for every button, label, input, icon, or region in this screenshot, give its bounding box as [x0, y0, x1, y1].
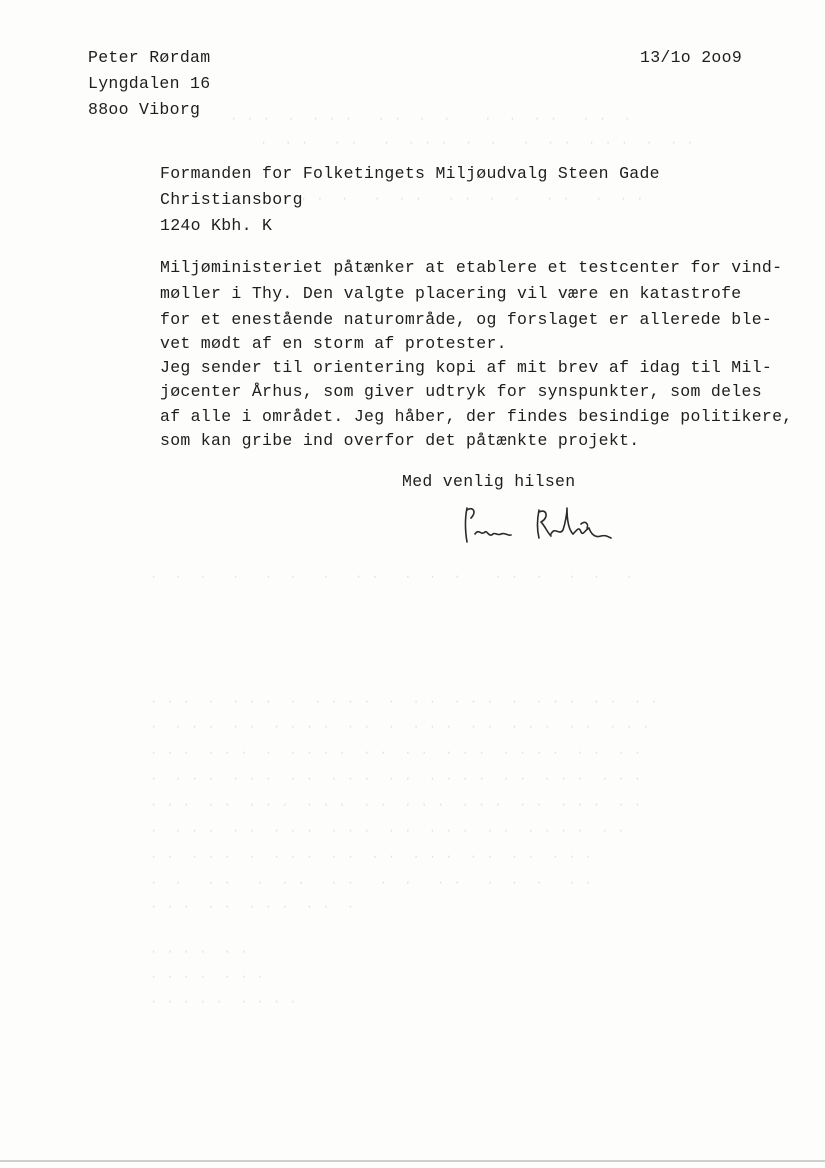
show-through-text: · · · · · · · · · · · · · · · · · · [150, 876, 593, 890]
show-through-text: · · · · · · · · · · · · · · · · · · · · [260, 136, 695, 150]
recipient-line-3: 124o Kbh. K [160, 216, 273, 235]
body-line: Miljøministeriet påtænker at etablere et testcenter for vind- [160, 258, 783, 277]
recipient-line-2: Christiansborg [160, 190, 303, 209]
show-through-text: · · · · · · · · · · · · · · · · · · · · · · · · · [150, 824, 626, 838]
signature [455, 500, 615, 548]
sender-street: Lyngdalen 16 [88, 74, 211, 93]
letter-date: 13/1o 2oo9 [640, 48, 743, 67]
show-through-text: · · · · · · · · · · · · · · · · · · [230, 112, 632, 126]
body-line: af alle i området. Jeg håber, der findes besindige politikere, [160, 407, 793, 426]
sender-city: 88oo Viborg [88, 100, 201, 119]
recipient-line-1: Formanden for Folketingets Miljøudvalg Steen Gade [160, 164, 660, 183]
body-line: møller i Thy. Den valgte placering vil være en katastrofe [160, 284, 742, 303]
show-through-text: · · · · · · · · · · · [150, 900, 356, 914]
body-line: vet mødt af en storm af protester. [160, 334, 507, 353]
show-through-text: · · · · · · · · · · · · · · · · · · [150, 570, 634, 584]
body-line: som kan gribe ind overfor det påtænkte projekt. [160, 431, 640, 450]
show-through-text: · · · · · · · · · · · · · · · · · · · · · · · · · · [150, 720, 651, 734]
show-through-text: · · · · · · · · · · · · · · · · · · · · · · · · · · [150, 772, 643, 786]
show-through-text: · · · · · · · · · · · · · · · · · · · · · · · · · · [150, 695, 659, 709]
body-line: for et enestående naturområde, og forslaget er allerede ble- [160, 310, 773, 329]
show-through-text: · · · · · · · · · [150, 995, 298, 1009]
closing: Med venlig hilsen [402, 472, 576, 491]
show-through-text: · · · · · · [150, 945, 249, 959]
body-line: Jeg sender til orientering kopi af mit brev af idag til Mil- [160, 358, 773, 377]
show-through-text: · · · · · · · · · · · · · · · · · · · · · · · [150, 850, 593, 864]
page-bottom-edge [0, 1160, 825, 1162]
body-line: jøcenter Århus, som giver udtryk for synspunkter, som deles [160, 382, 762, 401]
show-through-text: · · · · · · · · · · · · · · · [300, 192, 645, 206]
show-through-text: · · · · · · · · · · · · · · · · · · · · · · · · · · [150, 746, 643, 760]
sender-name: Peter Rørdam [88, 48, 211, 67]
show-through-text: · · · · · · · · · · · · · · · · · · · · · · · · · · [150, 798, 643, 812]
show-through-text: · · · · · · · [150, 970, 265, 984]
